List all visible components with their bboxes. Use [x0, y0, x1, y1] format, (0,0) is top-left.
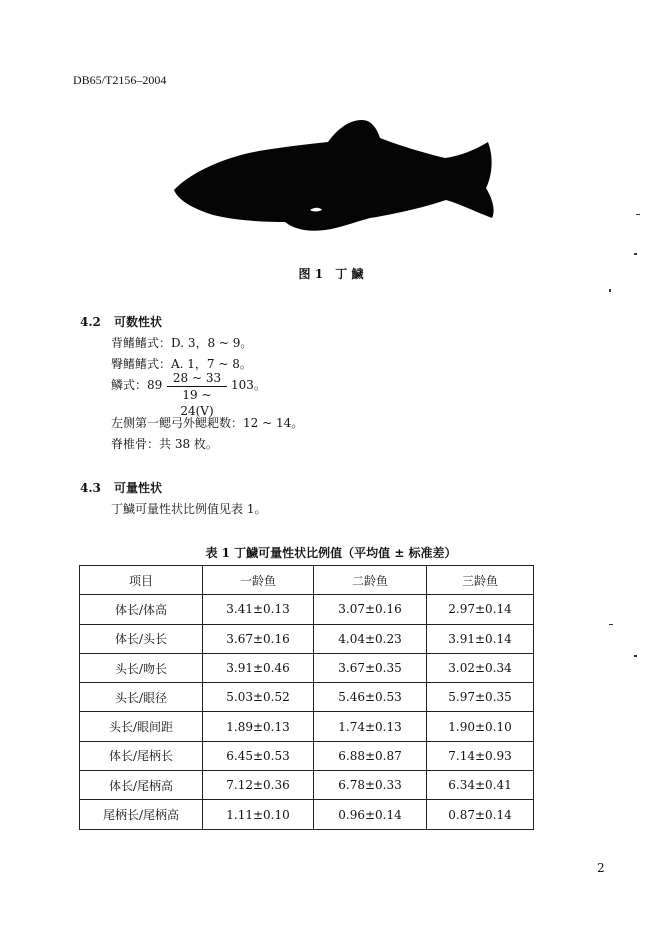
- table-cell: 体长/体高: [80, 595, 203, 624]
- table-row: [80, 800, 534, 829]
- scan-speck: [609, 624, 613, 625]
- figure-caption: [0, 265, 662, 282]
- figure-title: 丁 鱥: [335, 267, 364, 281]
- fish-icon: [170, 118, 500, 238]
- table-cell: 体长/尾柄高: [80, 771, 203, 800]
- scale-formula-suffix: 103。: [231, 378, 266, 392]
- table-cell: 6.45±0.53: [203, 741, 314, 770]
- table-cell: 体长/头长: [80, 624, 203, 653]
- table-cell: 1.90±0.10: [427, 712, 534, 741]
- scale-numerator: 28 ~ 33: [172, 371, 222, 385]
- scale-fraction: [165, 370, 229, 419]
- table-cell: 1.89±0.13: [203, 712, 314, 741]
- table-cell: 3.41±0.13: [203, 595, 314, 624]
- table-cell: 6.34±0.41: [427, 771, 534, 800]
- table-cell: 3.67±0.16: [203, 624, 314, 653]
- scan-speck: [634, 253, 637, 255]
- table-cell: 0.87±0.14: [427, 800, 534, 829]
- table-row: [80, 595, 534, 624]
- scan-speck: [636, 214, 640, 215]
- table-cell: 3.91±0.14: [427, 624, 534, 653]
- table-row: [80, 624, 534, 653]
- table-cell: 5.97±0.35: [427, 683, 534, 712]
- anal-fin-formula: 臀鳍鳍式：A. 1，7 ~ 8。: [111, 357, 252, 371]
- column-header: 项目: [80, 566, 203, 595]
- table-row: [80, 653, 534, 682]
- document-code: DB65/T2156–2004: [73, 73, 167, 87]
- vertebrae-count: 脊椎骨：共 38 枚。: [111, 437, 218, 451]
- table-cell: 5.03±0.52: [203, 683, 314, 712]
- section-number: 4.2: [80, 315, 101, 329]
- scan-speck: [609, 289, 611, 292]
- section-4-3-text: 丁鱥可量性状比例值见表 1。: [111, 502, 267, 516]
- section-4-3-heading: [80, 479, 162, 496]
- table-cell: 3.67±0.35: [314, 653, 427, 682]
- table-cell: 4.04±0.23: [314, 624, 427, 653]
- column-header: 二龄鱼: [314, 566, 427, 595]
- column-header: 一龄鱼: [203, 566, 314, 595]
- table-cell: 1.74±0.13: [314, 712, 427, 741]
- table-cell: 0.96±0.14: [314, 800, 427, 829]
- table-row: [80, 712, 534, 741]
- gill-rakers-count: 左侧第一鳃弓外鳃耙数：12 ~ 14。: [111, 416, 304, 430]
- table-cell: 3.07±0.16: [314, 595, 427, 624]
- table-cell: 头长/眼径: [80, 683, 203, 712]
- table-cell: 5.46±0.53: [314, 683, 427, 712]
- dorsal-fin-formula: 背鳍鳍式：D. 3，8 ~ 9。: [111, 336, 253, 350]
- scale-denominator: 19 ~ 24(V): [180, 388, 214, 418]
- table-cell: 7.12±0.36: [203, 771, 314, 800]
- table-cell: 6.88±0.87: [314, 741, 427, 770]
- section-title: 可数性状: [114, 315, 163, 329]
- scan-speck: [634, 655, 637, 657]
- figure-label: 图 1: [298, 267, 324, 281]
- table-cell: 头长/眼间距: [80, 712, 203, 741]
- table-cell: 3.91±0.46: [203, 653, 314, 682]
- section-4-2-heading: [80, 313, 162, 330]
- table-header-row: [80, 566, 534, 595]
- table-row: [80, 741, 534, 770]
- table-cell: 尾柄长/尾柄高: [80, 800, 203, 829]
- table-row: [80, 771, 534, 800]
- table-cell: 7.14±0.93: [427, 741, 534, 770]
- table-cell: 6.78±0.33: [314, 771, 427, 800]
- section-number: 4.3: [80, 481, 101, 495]
- table-cell: 体长/尾柄长: [80, 741, 203, 770]
- fish-silhouette-figure: [170, 118, 500, 238]
- table-cell: 2.97±0.14: [427, 595, 534, 624]
- page-number: 2: [597, 861, 605, 875]
- table-cell: 1.11±0.10: [203, 800, 314, 829]
- table-caption: 表 1 丁鱥可量性状比例值（平均值 ± 标准差）: [205, 546, 457, 560]
- measurement-ratio-table: [79, 565, 534, 830]
- column-header: 三龄鱼: [427, 566, 534, 595]
- section-title: 可量性状: [114, 481, 163, 495]
- scale-formula-label: 鳞式：89: [111, 378, 163, 392]
- table-cell: 3.02±0.34: [427, 653, 534, 682]
- table-cell: 头长/吻长: [80, 653, 203, 682]
- table-row: [80, 683, 534, 712]
